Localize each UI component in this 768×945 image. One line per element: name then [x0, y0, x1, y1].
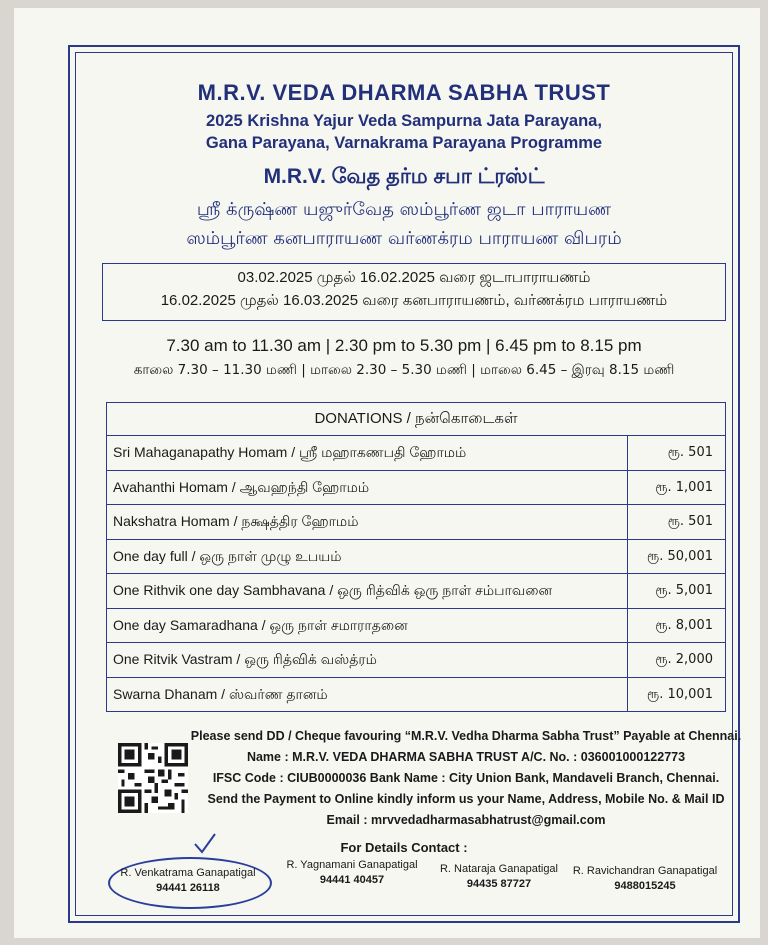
- donation-label: One day Samaradhana / ஒரு நாள் சமாராதனை: [113, 616, 408, 633]
- table-row: [107, 436, 725, 471]
- contact-phone[interactable]: 94441 26118: [156, 882, 220, 894]
- donation-amount: ரூ. 8,001: [627, 609, 725, 643]
- contact-2: [272, 859, 432, 886]
- paper-sheet: [14, 8, 760, 938]
- donation-amount: ரூ. 2,000: [627, 643, 725, 677]
- trust-title: M.R.V. VEDA DHARMA SABHA TRUST: [197, 80, 611, 105]
- tamil-programme-line-2: ஸம்பூர்ண கனபாராயண வர்ணக்ரம பாராயண விபரம்: [186, 228, 622, 249]
- donation-amount: ரூ. 5,001: [627, 574, 725, 608]
- donation-label: One Ritvik Vastram / ஒரு ரித்விக் வஸ்த்ரம்: [113, 651, 377, 667]
- donation-label: Sri Mahaganapathy Homam / ஸ்ரீ மஹாகணபதி ஹோமம்: [113, 444, 467, 460]
- donation-amount: ரூ. 1,001: [627, 471, 725, 505]
- contact-name: R. Yagnamani Ganapatigal: [286, 859, 418, 871]
- donation-amount: ரூ. 501: [627, 436, 725, 470]
- tick-mark-icon: [192, 831, 218, 857]
- dates-box: [102, 263, 726, 321]
- contact-name: R. Nataraja Ganapatigal: [439, 863, 558, 875]
- programme-title-line-1: 2025 Krishna Yajur Veda Sampurna Jata Parayana,: [206, 112, 602, 130]
- donation-amount: ரூ. 50,001: [627, 540, 725, 574]
- donation-amount: ரூ. 10,001: [627, 678, 725, 712]
- table-row: [107, 540, 725, 575]
- online-payment-note: Send the Payment to Online kindly inform us your Name, Address, Mobile No. & Mail ID: [207, 792, 725, 806]
- table-row: [107, 505, 725, 540]
- contact-name: R. Venkatrama Ganapatigal: [120, 867, 256, 879]
- table-row: [107, 678, 725, 712]
- donation-label: One Rithvik one day Sambhavana / ஒரு ரித்விக் ஒரு நாள் சம்பாவனை: [113, 582, 553, 598]
- donations-table: [106, 402, 726, 712]
- notice-frame: [68, 45, 740, 923]
- bank-details: IFSC Code : CIUB0000036 Bank Name : City Union Bank, Mandaveli Branch, Chennai.: [212, 771, 720, 785]
- email-line: Email : mrvvedadharmasabhatrust@gmail.com: [326, 813, 606, 827]
- donation-label: Avahanthi Homam / ஆவஹந்தி ஹோமம்: [113, 478, 370, 495]
- contact-phone[interactable]: 9488015245: [614, 880, 676, 892]
- table-row: [107, 643, 725, 678]
- table-row: [107, 471, 725, 506]
- timings-english: 7.30 am to 11.30 am | 2.30 pm to 5.30 pm | 6.45 pm to 8.15 pm: [166, 336, 642, 355]
- contact-4: [560, 865, 730, 892]
- tamil-trust-title: M.R.V. வேத தர்ம சபா ட்ரஸ்ட்: [263, 165, 545, 188]
- contact-heading: For Details Contact :: [340, 840, 468, 855]
- account-details: Name : M.R.V. VEDA DHARMA SABHA TRUST A/C. No. : 036001000122773: [246, 750, 686, 764]
- donation-label: Nakshatra Homam / நக்ஷத்திர ஹோமம்: [113, 513, 359, 529]
- contact-name: R. Ravichandran Ganapatigal: [572, 865, 718, 877]
- contact-phone[interactable]: 94441 40457: [319, 874, 385, 886]
- table-row: [107, 574, 725, 609]
- table-row: [107, 609, 725, 644]
- contact-1: [110, 867, 266, 894]
- programme-title-line-2: Gana Parayana, Varnakrama Parayana Programme: [205, 134, 603, 152]
- donations-heading: DONATIONS / நன்கொடைகள்: [107, 403, 725, 436]
- dates-line-1: 03.02.2025 முதல் 16.02.2025 வரை ஜடாபாராயணம்: [237, 269, 591, 286]
- donation-label: Swarna Dhanam / ஸ்வர்ண தானம்: [113, 685, 328, 702]
- contact-3: [424, 863, 574, 890]
- tamil-programme-line-1: ஸ்ரீ க்ருஷ்ண யஜுர்வேத ஸம்பூர்ண ஜடா பாராயண: [196, 199, 612, 220]
- dates-line-2: 16.02.2025 முதல் 16.03.2025 வரை கனபாராயணம், வர்ணக்ரம பாராயணம்: [160, 292, 668, 309]
- contact-phone[interactable]: 94435 87727: [466, 878, 532, 890]
- timings-tamil: காலை 7.30 – 11.30 மணி | மாலை 2.30 – 5.30 மணி | மாலை 6.45 – இரவு 8.15 மணி: [133, 362, 675, 378]
- payment-instruction: Please send DD / Cheque favouring “M.R.V. Vedha Dharma Sabha Trust” Payable at Chennai.: [190, 729, 742, 743]
- donation-amount: ரூ. 501: [627, 505, 725, 539]
- donation-label: One day full / ஒரு நாள் முழு உபயம்: [113, 547, 342, 564]
